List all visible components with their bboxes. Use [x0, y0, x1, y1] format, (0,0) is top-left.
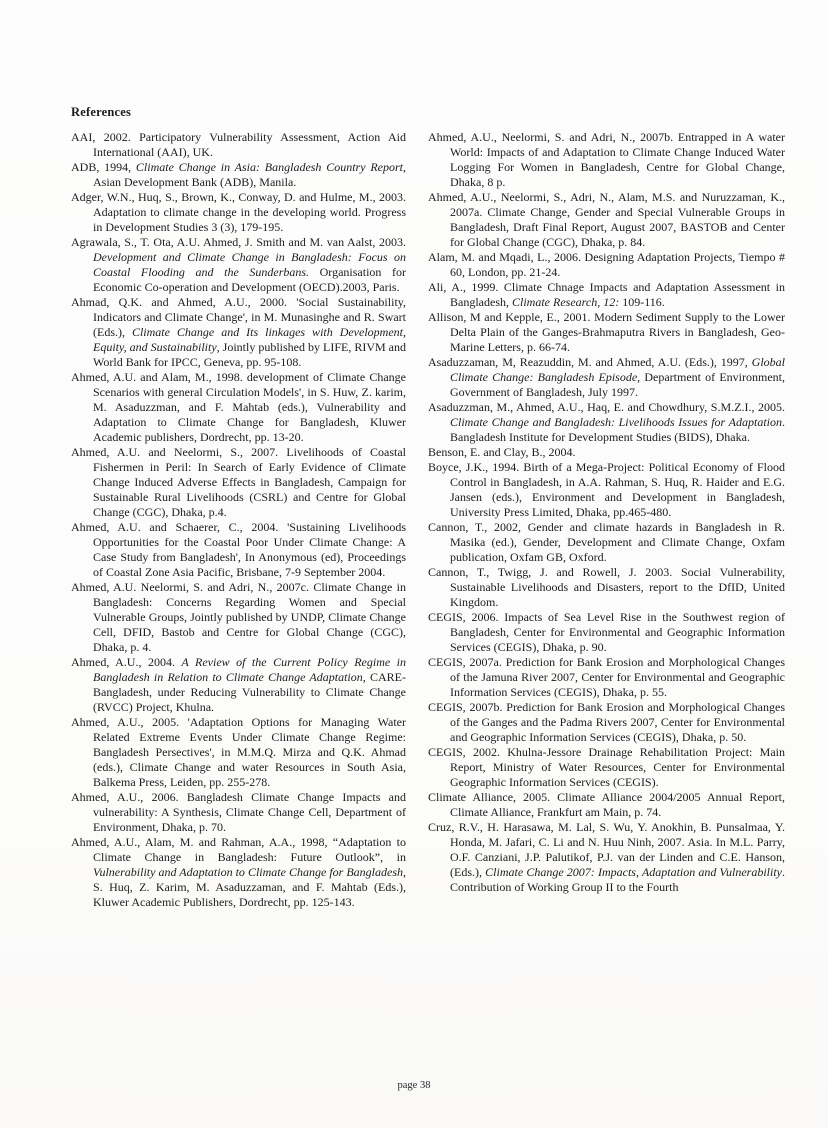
reference-title-italic: Climate Change in Asia: Bangladesh Country Report — [135, 160, 403, 174]
reference-entry — [428, 745, 785, 790]
reference-title-italic: Climate Research, 12: — [512, 295, 620, 309]
reference-entry — [71, 715, 406, 790]
reference-text: Ahmed, A.U., 2005. 'Adaptation Options for Managing Water Related Extreme Events Under Climate Change Regime: Bangladesh Persectives', in M.M.Q. Mirza and Q.K. Ahmad (eds.), Climate Change and water Resources in South Asia, Balkema Press, Leiden, pp. 255-278. — [71, 715, 406, 789]
reference-entry — [428, 820, 785, 895]
reference-entry — [71, 835, 406, 910]
reference-entry — [71, 160, 406, 190]
reference-text: Ahmed, A.U., Neelormi, S., Adri, N., Alam, M.S. and Nuruzzaman, K., 2007a. Climate Change, Gender and Special Vulnerable Groups in Bangladesh, Draft Final Report, August 2007, BASTOB and Center for Global Change (CGC), Dhaka, p. 84. — [428, 190, 785, 249]
reference-text: Alam, M. and Mqadi, L., 2006. Designing Adaptation Projects, Tiempo # 60, London, pp. 21-24. — [428, 250, 785, 279]
reference-entry — [428, 190, 785, 250]
reference-text: Benson, E. and Clay, B., 2004. — [428, 445, 576, 459]
reference-entry — [428, 520, 785, 565]
reference-text: Climate Alliance, 2005. Climate Alliance 2004/2005 Annual Report, Climate Alliance, Frankfurt am Main, p. 74. — [428, 790, 785, 819]
reference-entry — [428, 250, 785, 280]
reference-text: CEGIS, 2002. Khulna-Jessore Drainage Rehabilitation Project: Main Report, Ministry of Water Resources, Center for Environmental Geographic Information Services (CEGIS). — [428, 745, 785, 789]
reference-text: . Contribution of Working Group II to the Fourth — [450, 865, 785, 894]
reference-entry — [428, 280, 785, 310]
reference-entry — [71, 295, 406, 370]
reference-entry — [428, 610, 785, 655]
reference-text: Ahmed, A.U. and Neelormi, S., 2007. Livelihoods of Coastal Fishermen in Peril: In Search of Early Evidence of Climate Change Induced Adverse Effects in Bangladesh, Campaign for Sustainable Rural Livelihoods (CSRL) and Centre for Global Change (CGC), Dhaka, p.4. — [71, 445, 406, 519]
reference-text: Cannon, T., 2002, Gender and climate hazards in Bangladesh in R. Masika (ed.), Gender, Development and Climate Change, Oxfam publication, Oxfam GB, Oxford. — [428, 520, 785, 564]
reference-title-italic: Climate Change and Its linkages with Development, Equity, and Sustainability — [93, 325, 406, 354]
reference-entry — [71, 130, 406, 160]
reference-text: Ahmed, A.U. Neelormi, S. and Adri, N., 2007c. Climate Change in Bangladesh: Concerns Regarding Women and Special Vulnerable Groups, Jointly published by UNDP, Climate Change Cell, DFID, Bastob and Centre for Global Change (CGC), Dhaka, p. 4. — [71, 580, 406, 654]
page-number: page 38 — [397, 1080, 431, 1091]
reference-entry — [71, 445, 406, 520]
reference-title-italic: Development and Climate Change in Bangladesh: Focus on Coastal Flooding and the Sunderbans. — [93, 250, 406, 279]
reference-title-italic: Climate Change 2007: Impacts, Adaptation and Vulnerability — [485, 865, 782, 879]
reference-text: CEGIS, 2007b. Prediction for Bank Erosion and Morphological Changes of the Ganges and the Padma Rivers 2007, Center for Environmental and Geographic Information Services (CEGIS), Dhaka, p. 50. — [428, 700, 785, 744]
reference-text: Ahmed, A.U. and Schaerer, C., 2004. 'Sustaining Livelihoods Opportunities for the Coastal Poor Under Climate Change: A Case Study from Bangladesh', In Anonymous (ed), Proceedings of Coastal Zone Asia Pacific, Brisbane, 7-9 September 2004. — [71, 520, 406, 579]
reference-entry — [428, 400, 785, 445]
reference-text: CEGIS, 2006. Impacts of Sea Level Rise in the Southwest region of Bangladesh, Center for Environmental and Geographic Information Services (CEGIS), Dhaka, p. 90. — [428, 610, 785, 654]
reference-text: . Bangladesh Institute for Development Studies (BIDS), Dhaka. — [450, 415, 785, 444]
page-title: References — [71, 105, 132, 120]
reference-text: Organisation for Economic Co-operation and Development (OECD).2003, Paris. — [93, 265, 406, 294]
reference-text: Ali, A., 1999. Climate Chnage Impacts and Adaptation Assessment in Bangladesh, — [428, 280, 785, 309]
reference-text: Asaduzzaman, M, Reazuddin, M. and Ahmed, A.U. (Eds.), 1997, — [428, 355, 752, 369]
reference-title-italic: A Review of the Current Policy Regime in Bangladesh in Relation to Climate Change Adaptation — [93, 655, 407, 684]
reference-text: Boyce, J.K., 1994. Birth of a Mega-Project: Political Economy of Flood Control in Bangladesh, in A.A. Rahman, S. Huq, R. Haider and E.G. Jansen (eds.), Environment and Development in Bangladesh, University Press Limited, Dhaka, pp.465-480. — [428, 460, 785, 519]
reference-entry — [428, 310, 785, 355]
references-column-right — [428, 130, 785, 895]
reference-title-italic: Vulnerability and Adaptation to Climate Change for Bangladesh — [93, 865, 403, 879]
reference-entry — [428, 130, 785, 190]
reference-text: CEGIS, 2007a. Prediction for Bank Erosion and Morphological Changes of the Jamuna River 2007, Center for Environmental and Geographic Information Services (CEGIS), Dhaka, p. 55. — [428, 655, 785, 699]
reference-text: , S. Huq, Z. Karim, M. Asaduzzaman, and F. Mahtab (Eds.), Kluwer Academic Publishers, Dordrecht, pp. 125-143. — [93, 865, 406, 909]
reference-entry — [71, 580, 406, 655]
reference-text: Ahmed, A.U., 2006. Bangladesh Climate Change Impacts and vulnerability: A Synthesis, Climate Change Cell, Department of Environment, Dhaka, p. 70. — [71, 790, 406, 834]
reference-title-italic: Global Climate Change: Bangladesh Episode — [450, 355, 785, 384]
reference-text: Agrawala, S., T. Ota, A.U. Ahmed, J. Smith and M. van Aalst, 2003. — [71, 235, 406, 249]
reference-text: Cannon, T., Twigg, J. and Rowell, J. 2003. Social Vulnerability, Sustainable Livelihoods and Disasters, report to the DfID, United Kingdom. — [428, 565, 785, 609]
reference-entry — [71, 190, 406, 235]
reference-text: , Asian Development Bank (ADB), Manila. — [93, 160, 406, 189]
reference-text: Cruz, R.V., H. Harasawa, M. Lal, S. Wu, Y. Anokhin, B. Punsalmaa, Y. Honda, M. Jafari, C. Li and N. Huu Ninh, 2007. Asia. In M.L. Parry, O.F. Canziani, J.P. Palutikof, P.J. van der Linden and C.E. Hanson, (Eds.), — [428, 820, 785, 879]
reference-text: Allison, M and Kepple, E., 2001. Modern Sediment Supply to the Lower Delta Plain of the Ganges-Brahmaputra Rivers in Bangladesh, Geo-Marine Letters, p. 66-74. — [428, 310, 785, 354]
reference-text: Ahmad, Q.K. and Ahmed, A.U., 2000. 'Social Sustainability, Indicators and Climate Change', in M. Munasinghe and R. Swart (Eds.), — [71, 295, 406, 339]
reference-text: , Jointly published by LIFE, RIVM and World Bank for IPCC, Geneva, pp. 95-108. — [93, 340, 406, 369]
reference-entry — [428, 655, 785, 700]
reference-entry — [428, 790, 785, 820]
reference-title-italic: Climate Change and Bangladesh: Livelihoods Issues for Adaptation — [450, 415, 782, 429]
reference-entry — [428, 460, 785, 520]
reference-entry — [428, 565, 785, 610]
reference-text: Ahmed, A.U., Alam, M. and Rahman, A.A., 1998, “Adaptation to Climate Change in Bangladesh: Future Outlook”, in — [71, 835, 406, 864]
reference-text: 109-116. — [619, 295, 665, 309]
reference-text: AAI, 2002. Participatory Vulnerability Assessment, Action Aid International (AAI), UK. — [71, 130, 406, 159]
reference-entry — [428, 700, 785, 745]
reference-text: , Department of Environment, Government of Bangladesh, July 1997. — [450, 370, 785, 399]
reference-entry — [71, 520, 406, 580]
reference-entry — [71, 655, 406, 715]
reference-entry — [71, 790, 406, 835]
reference-text: ADB, 1994, — [71, 160, 136, 174]
references-column-left — [71, 130, 406, 910]
reference-text: Ahmed, A.U., Neelormi, S. and Adri, N., 2007b. Entrapped in A water World: Impacts of and Adaptation to Climate Change Induced Water Logging For Women in Bangladesh, Centre for Global Change, Dhaka, 8 p. — [428, 130, 785, 189]
reference-text: Ahmed, A.U., 2004. — [71, 655, 182, 669]
reference-text: Adger, W.N., Huq, S., Brown, K., Conway, D. and Hulme, M., 2003. Adaptation to climate change in the developing world. Progress in Development Studies 3 (3), 179-195. — [71, 190, 406, 234]
reference-entry — [71, 235, 406, 295]
reference-text: Asaduzzman, M., Ahmed, A.U., Haq, E. and Chowdhury, S.M.Z.I., 2005. — [428, 400, 785, 414]
reference-text: Ahmed, A.U. and Alam, M., 1998. development of Climate Change Scenarios with general Circulation Models', in S. Huw, Z. karim, M. Asaduzzman, and F. Mahtab (eds.), Vulnerability and Adaptation to Climate Change for Bangladesh, Kluwer Academic publishers, Dordrecht, pp. 13-20. — [71, 370, 406, 444]
reference-entry — [428, 445, 785, 460]
reference-text: , CARE-Bangladesh, under Reducing Vulnerability to Climate Change (RVCC) Project, Khulna. — [93, 670, 407, 714]
reference-entry — [71, 370, 406, 445]
reference-entry — [428, 355, 785, 400]
